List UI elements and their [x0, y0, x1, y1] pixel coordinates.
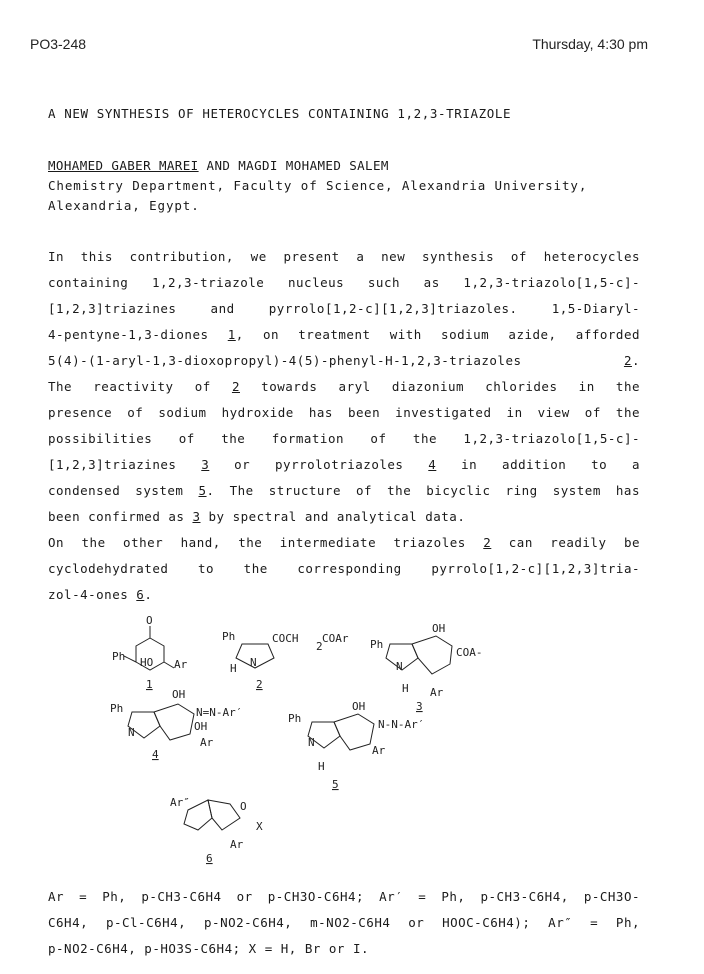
atom-label: N-N-Ar′ — [378, 718, 425, 731]
text-span: [1,2,3]triazines — [48, 457, 202, 472]
atom-label: Ph — [112, 650, 126, 663]
text-span: . — [144, 587, 153, 602]
compound-ref: 2 — [231, 379, 240, 394]
compound-ref: 4 — [428, 457, 437, 472]
compound-2-structure — [222, 630, 349, 691]
compound-number: 6 — [206, 852, 213, 865]
reaction-scheme — [90, 616, 630, 866]
atom-label: H — [402, 682, 409, 695]
abstract-line: In this contribution, we present a new synthesis of heterocycles — [48, 249, 640, 264]
abstract-line: containing 1,2,3-triazole nucleus such as 1,2,3-triazolo[1,5-c]- — [48, 275, 640, 290]
atom-label: Ar — [372, 744, 386, 757]
abstract-body — [48, 244, 640, 608]
text-span: towards aryl diazonium chlorides in the — [239, 379, 640, 394]
atom-label: HO — [140, 656, 154, 669]
compound-ref: 5 — [198, 483, 207, 498]
definition-line: C6H4, p-Cl-C6H4, p-NO2-C6H4, m-NO2-C6H4 or HOOC-C6H4); Ar″ = Ph, — [48, 915, 640, 930]
text-span: 4-pentyne-1,3-diones — [48, 327, 228, 342]
atom-label: Ar — [174, 658, 188, 671]
atom-label: N — [396, 660, 403, 673]
paper-title: A NEW SYNTHESIS OF HETEROCYCLES CONTAINING 1,2,3-TRIAZOLE — [48, 106, 512, 121]
abstract-line: [1,2,3]triazines and pyrrolo[1,2-c][1,2,3]triazoles. 1,5-Diaryl- — [48, 301, 640, 316]
atom-label: Ph — [110, 702, 124, 715]
atom-label: Ph — [222, 630, 236, 643]
compound-number: 2 — [256, 678, 263, 691]
abstract-code: PO3-248 — [30, 36, 87, 52]
compound-5-structure — [288, 700, 424, 791]
atom-label: H — [230, 662, 237, 675]
atom-label: N=N-Ar′ — [196, 706, 243, 719]
atom-label: O — [240, 800, 247, 813]
compound-number: 3 — [416, 700, 423, 713]
session-time: Thursday, 4:30 pm — [532, 36, 648, 52]
compound-number: 4 — [152, 748, 159, 761]
text-span: . — [631, 353, 640, 368]
atom-label: X — [256, 820, 263, 833]
atom-label: N — [128, 726, 135, 739]
abstract-line — [48, 374, 640, 400]
atom-label: N — [250, 656, 257, 669]
atom-label: OH — [194, 720, 208, 733]
atom-label: COAr — [322, 632, 349, 645]
compound-3-structure — [370, 622, 483, 713]
atom-label: Ph — [288, 712, 302, 725]
compound-6-structure — [170, 796, 263, 865]
atom-label: Ar″ — [170, 796, 190, 809]
atom-label: OH — [432, 622, 446, 635]
text-span: zol-4-ones — [48, 587, 137, 602]
compound-ref: 1 — [227, 327, 236, 342]
text-span: or pyrrolotriazoles — [209, 457, 429, 472]
abstract-line: presence of sodium hydroxide has been investigated in view of the — [48, 405, 640, 420]
author-second: MAGDI MOHAMED SALEM — [238, 158, 389, 173]
atom-label: OH — [352, 700, 366, 713]
text-span: by spectral and analytical data. — [200, 509, 466, 524]
atom-label: N — [308, 736, 315, 749]
abstract-line — [48, 322, 640, 348]
affiliation — [48, 176, 658, 216]
abstract-line — [48, 530, 640, 556]
author-first: MOHAMED GABER MAREI — [48, 158, 199, 173]
text-span: been confirmed as — [48, 509, 193, 524]
atom-label: Ar — [230, 838, 244, 851]
text-span: in addition to a — [436, 457, 641, 472]
compound-4-structure — [110, 688, 242, 761]
abstract-line — [48, 452, 640, 478]
compound-ref: 6 — [136, 587, 145, 602]
text-span: 5(4)-(1-aryl-1,3-dioxopropyl)-4(5)-phenyl-H-1,2,3-triazoles — [48, 353, 624, 368]
affiliation-line: Alexandria, Egypt. — [48, 198, 200, 213]
abstract-line — [48, 348, 640, 374]
compound-number: 5 — [332, 778, 339, 791]
text-span: condensed system — [48, 483, 199, 498]
compound-ref: 3 — [201, 457, 210, 472]
atom-label: H — [318, 760, 325, 773]
definition-line: Ar = Ph, p-CH3-C6H4 or p-CH3O-C6H4; Ar′ = Ph, p-CH3-C6H4, p-CH3O- — [48, 889, 640, 904]
abstract-line — [48, 478, 640, 504]
atom-label: COA- — [456, 646, 483, 659]
compound-ref: 3 — [192, 509, 201, 524]
text-span: can readily be — [491, 535, 640, 550]
abstract-line: possibilities of the formation of the 1,2,3-triazolo[1,5-c]- — [48, 431, 640, 446]
atom-label: Ar — [200, 736, 214, 749]
compound-number: 1 — [146, 678, 153, 691]
compound-ref: 2 — [483, 535, 492, 550]
text-span: On the other hand, the intermediate triazoles — [48, 535, 484, 550]
substituent-definitions — [48, 884, 640, 962]
author-conjunction: AND — [198, 158, 239, 173]
authors — [48, 158, 389, 173]
abstract-line — [48, 504, 640, 530]
text-span: , on treatment with sodium azide, afforded — [235, 327, 640, 342]
atom-label: Ar — [430, 686, 444, 699]
text-span: The reactivity of — [48, 379, 232, 394]
atom-label: Ph — [370, 638, 384, 651]
abstract-line — [48, 582, 640, 608]
compound-ref: 2 — [623, 353, 632, 368]
atom-label: COCH — [272, 632, 299, 645]
atom-label: 2 — [316, 640, 323, 653]
affiliation-line: Chemistry Department, Faculty of Science, Alexandria University, — [48, 178, 588, 193]
atom-label: OH — [172, 688, 186, 701]
definition-line: p-NO2-C6H4, p-HO3S-C6H4; X = H, Br or I. — [48, 941, 370, 956]
abstract-line: cyclodehydrated to the corresponding pyrrolo[1,2-c][1,2,3]tria- — [48, 561, 640, 576]
text-span: . The structure of the bicyclic ring system has — [206, 483, 640, 498]
compound-1-structure — [112, 616, 188, 691]
atom-label: O — [146, 616, 153, 627]
